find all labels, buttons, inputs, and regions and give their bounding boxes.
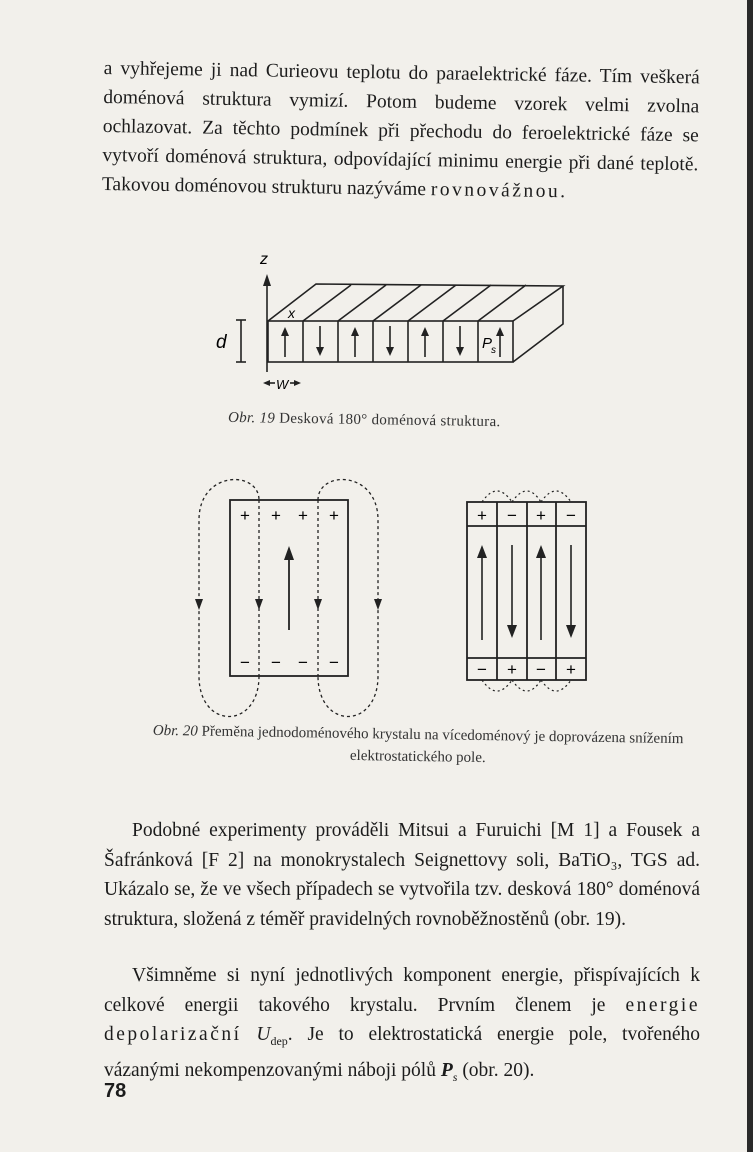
svg-text:+: + bbox=[298, 506, 308, 525]
svg-text:−: − bbox=[477, 660, 487, 679]
svg-text:−: − bbox=[507, 506, 517, 525]
svg-text:−: − bbox=[271, 653, 281, 672]
right-face bbox=[513, 286, 563, 362]
svg-text:−: − bbox=[298, 653, 308, 672]
label-d: d bbox=[216, 332, 227, 353]
figure-19-caption: Obr. 19 Desková 180° doménová struktura. bbox=[227, 409, 501, 431]
svg-text:−: − bbox=[566, 506, 576, 525]
paragraph-2: Podobné experimenty prováděli Mitsui a Furuichi [M 1] a Fousek a Šafránková [F 2] na monokrystalech Seignettovy soli, BaTiO₃, TGS ad. Ukázalo se, že ve všech případech se vytvořila tzv. desková 180° doménová struktura, složená z téměř pravidelných rovnoběžnostěnů (obr. 19). bbox=[104, 820, 700, 930]
label-w: W bbox=[276, 377, 289, 392]
term-energie-depolarizacni: energie depolarizační bbox=[104, 994, 700, 1045]
figure-20 bbox=[0, 450, 753, 750]
svg-text:+: + bbox=[329, 506, 339, 525]
label-z: z bbox=[260, 251, 268, 268]
svg-text:−: − bbox=[240, 653, 250, 672]
svg-text:+: + bbox=[240, 506, 250, 525]
svg-text:+: + bbox=[566, 660, 576, 679]
svg-text:−: − bbox=[329, 653, 339, 672]
svg-text:+: + bbox=[271, 506, 281, 525]
page-number: 78 bbox=[104, 1080, 127, 1102]
figure-19 bbox=[0, 0, 753, 410]
term-rovnovazna: rovnovážnou bbox=[430, 179, 561, 203]
label-ps-sub: s bbox=[491, 345, 496, 356]
z-axis-arrowhead bbox=[263, 274, 271, 286]
label-x: x bbox=[288, 305, 295, 321]
figure-20-caption: Obr. 20 Přeměna jednodoménového krystalu na vícedoménový je doprovázena snížením elektrostatického pole. bbox=[152, 722, 684, 767]
svg-text:+: + bbox=[507, 660, 517, 679]
svg-text:+: + bbox=[536, 506, 546, 525]
paragraph-1: a vyhřejeme ji nad Curieovu teplotu do paraelektrické fáze. Tím veškerá doménová struktura vymizí. Potom budeme vzorek velmi zvolna ochlazovat. Za těchto podmínek při přechodu do feroelektrické fáze se vytvoří doménová struktura, odpovídající minimu energie při dané teplotě. Takovou doménovou strukturu nazýváme rovnovážnou. bbox=[101, 57, 700, 203]
svg-text:−: − bbox=[536, 660, 546, 679]
label-ps: P bbox=[482, 335, 493, 352]
paragraph-3: Všimněme si nyní jednotlivých komponent energie, přispívajících k celkové energii takového krystalu. Prvním členem je energie depolarizační $U_{dep}$. Je to elektrostatická energie pole, tvořeného vázanými nekompenzovanými náboji pólů $P_s$ (obr. 20). bbox=[104, 965, 700, 1085]
svg-text:+: + bbox=[477, 506, 487, 525]
